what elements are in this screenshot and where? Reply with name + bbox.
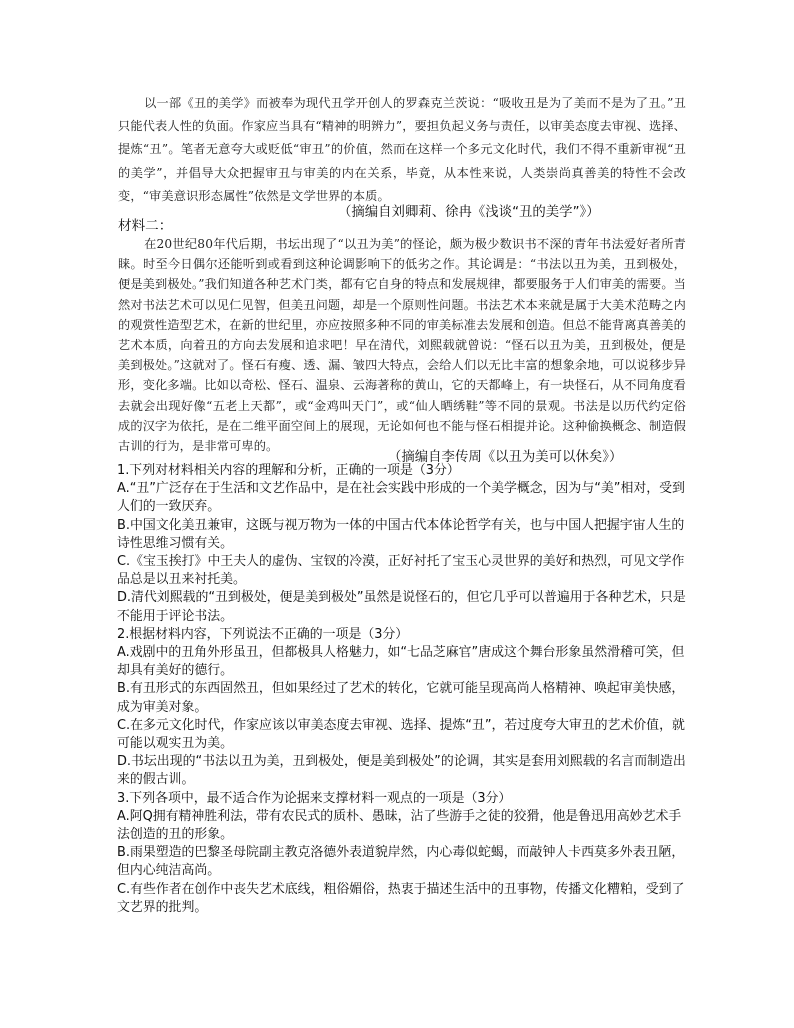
question-2-option-d: D.书坛出现的“书法以丑为美，丑到极处，便是美到极处”的论调，其实是套用刘熙载的名言而制造出来的假古训。 (117, 754, 686, 788)
material1-text: 以一部《丑的美学》而被奉为现代丑学开创人的罗森克兰茨说：“吸收丑是为了美而不是为了丑。”丑只能代表人性的负面。作家应当具有“精神的明辨力”，要担负起义务与责任，以审美态度去审视、选择、提炼“丑”。笔者无意夸大或贬低“审丑”的价值，然而在这样一个多元文化时代，我们不得不重新审视“丑的美学”，并倡导大众把握审丑与审美的内在关系，毕竟，从本性来说，人类崇尚真善美的特性不会改变，“审美意识形态属性”依然是文学世界的本质。 (118, 96, 686, 203)
question-3-option-c: C.有些作者在创作中丧失艺术底线，粗俗媚俗，热衷于描述生活中的丑事物，传播文化糟粕，受到了文艺界的批判。 (117, 881, 685, 915)
question-3-stem: 3.下列各项中，最不适合作为论据来支撑材料一观点的一项是（3分） (117, 790, 512, 806)
questions-section (117, 462, 691, 917)
question-2-option-b: B.有丑形式的东西固然丑，但如果经过了艺术的转化，它就可能呈现高尚人格精神、唤起审美快感，成为审美对象。 (117, 681, 685, 715)
question-1-option-b: B.中国文化美丑兼审，这既与视万物为一体的中国古代本体论哲学有关，也与中国人把握宇宙人生的诗性思维习惯有关。 (117, 517, 685, 551)
question-1-stem: 1.下列对材料相关内容的理解和分析，正确的一项是（3分） (117, 463, 460, 478)
question-3-option-b: B.雨果塑造的巴黎圣母院副主教克洛德外表道貌岸然，内心毒似蛇蝎，而敲钟人卡西莫多外表丑陋，但内心纯洁高尚。 (117, 845, 685, 879)
question-2-stem: 2.根据材料内容，下列说法不正确的一项是（3分） (117, 626, 409, 642)
question-2-option-a: A.戏剧中的丑角外形虽丑，但都极具人格魅力，如“七品芝麻官”唐成这个舞台形象虽然滑稽可笑，但却具有美好的德行。 (117, 645, 685, 679)
material1-paragraph (118, 92, 686, 208)
material2-label: 材料二： (118, 218, 173, 234)
material2-paragraph (118, 234, 686, 456)
question-3-option-a: A.阿Q拥有精神胜利法，带有农民式的质朴、愚昧，沾了些游手之徒的狡猾，他是鲁迅用高妙艺术手法创造的丑的形象。 (117, 808, 682, 843)
material2-source: （摘编自李传周《以丑为美可以休矣》） (388, 450, 623, 465)
material1-source: （摘编自刘卿莉、徐冉《浅谈“丑的美学”》） (338, 205, 600, 220)
question-1-option-d: D.清代刘熙载的“丑到极处，便是美到极处”虽然是说怪石的，但它几乎可以普遍用于各种艺术，只是不能用于评论书法。 (117, 590, 686, 624)
question-1-option-a: A.“丑”广泛存在于生活和文艺作品中，是在社会实践中形成的一个美学概念，因为与“美”相对，受到人们的一致厌弃。 (117, 481, 685, 515)
question-2-option-c: C.在多元文化时代，作家应该以审美态度去审视、选择、提炼“丑”，若过度夸大审丑的艺术价值，就可能以观实丑为美。 (117, 717, 685, 752)
question-1-option-c: C.《宝玉挨打》中王夫人的虚伪、宝钗的冷漠，正好衬托了宝玉心灵世界的美好和热烈，可见文学作品总是以丑来衬托美。 (117, 554, 685, 588)
material2-text: 在20世纪80年代后期，书坛出现了“以丑为美”的怪论，颇为极少数识书不深的青年书法爱好者所青睐。时至今日偶尔还能听到或看到这种论调影响下的低劣之作。其论调是：“书法以丑为美，丑到极处，便是美到极处。”我们知道各种艺术门类，都有它自身的特点和发展规律，都要服务于人们审美的需要。当然对书法艺术可以见仁见智，但美丑问题，却是一个原则性问题。书法艺术本来就是属于大美术范畴之内的观赏性造型艺术，在新的世纪里，亦应按照多种不同的审美标准去发展和创造。但总不能背离真善美的艺术本质，向着丑的方向去发展和追求吧！早在清代，刘熙载就曾说：“怪石以丑为美，丑到极处，便是美到极处。”这就对了。怪石有瘦、透、漏、皱四大特点，会给人们以无比丰富的想象余地，可以说移步异形，变化多端。比如以奇松、怪石、温泉、云海著称的黄山，它的天都峰上，有一块怪石，从不同角度看去就会出现好像“五老上天都”，或“金鸡叫天门”，或“仙人晒绣鞋”等不同的景观。书法是以历代约定俗成的汉字为依托，是在二维平面空间上的展现，无论如何也不能与怪石相提并论。这种偷换概念、制造假古训的行为，是非常可卑的。 (118, 237, 686, 454)
